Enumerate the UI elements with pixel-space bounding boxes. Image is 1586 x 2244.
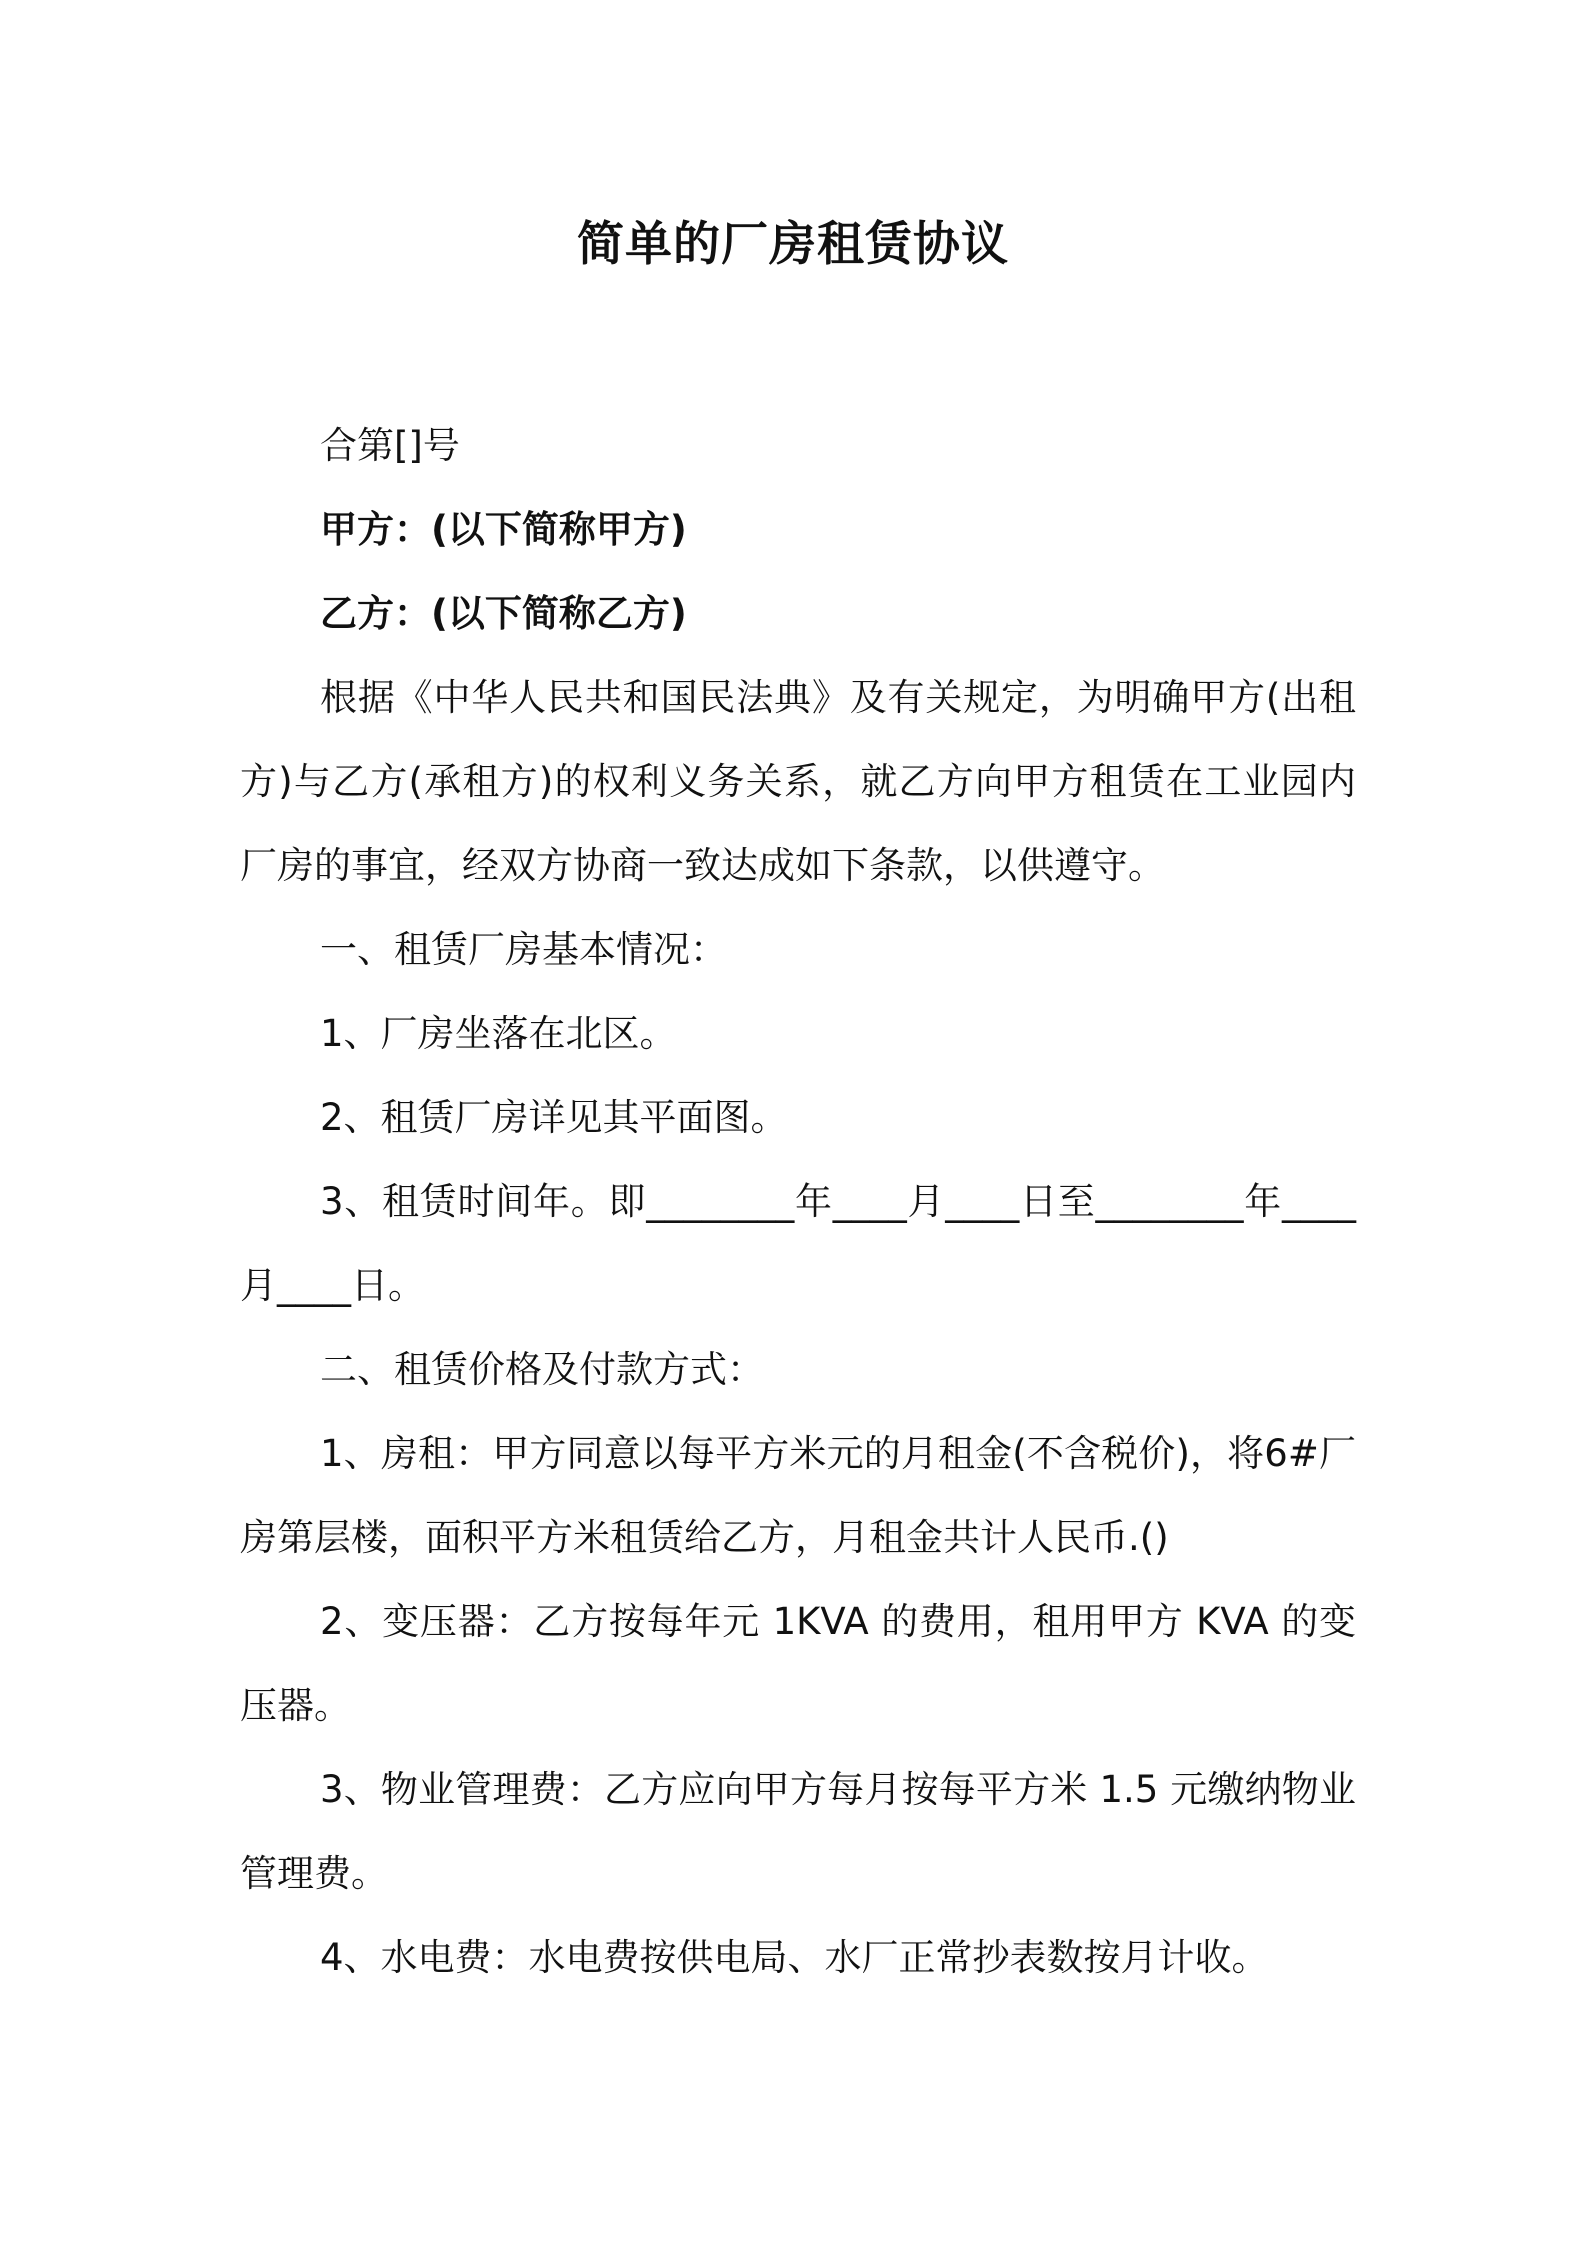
document-title: 简单的厂房租赁协议 — [577, 217, 1009, 272]
contract-number: 合第[]号 — [320, 424, 460, 467]
preamble-paragraph: 根据《中华人民共和国民法典》及有关规定，为明确甲方(出租方)与乙方(承租方)的权利义务关系，就乙方向甲方租赁在工业园内厂房的事宜，经双方协商一致达成如下条款，以供遵守。 — [240, 676, 1356, 887]
party-a: 甲方：(以下简称甲方) — [320, 508, 687, 551]
section-heading-1: 一、租赁厂房基本情况： — [320, 928, 727, 971]
clause-2-1: 1、房租：甲方同意以每平方米元的月租金(不含税价)，将6#厂房第层楼，面积平方米租赁给乙方，月租金共计人民币.() — [240, 1432, 1356, 1559]
clause-2-4: 4、水电费：水电费按供电局、水厂正常抄表数按月计收。 — [320, 1936, 1269, 1979]
clause-1-3: 3、租赁时间年。即________年____月____日至________年____月____日。 — [240, 1180, 1356, 1307]
section-heading-2: 二、租赁价格及付款方式： — [320, 1348, 764, 1391]
party-b: 乙方：(以下简称乙方) — [320, 592, 687, 635]
clause-2-3: 3、物业管理费：乙方应向甲方每月按每平方米 1.5 元缴纳物业管理费。 — [240, 1768, 1356, 1895]
clause-1-1: 1、厂房坐落在北区。 — [320, 1012, 677, 1055]
clause-2-2: 2、变压器：乙方按每年元 1KVA 的费用，租用甲方 KVA 的变压器。 — [240, 1600, 1356, 1727]
document-body — [240, 404, 1356, 2000]
clause-1-2: 2、租赁厂房详见其平面图。 — [320, 1096, 788, 1139]
